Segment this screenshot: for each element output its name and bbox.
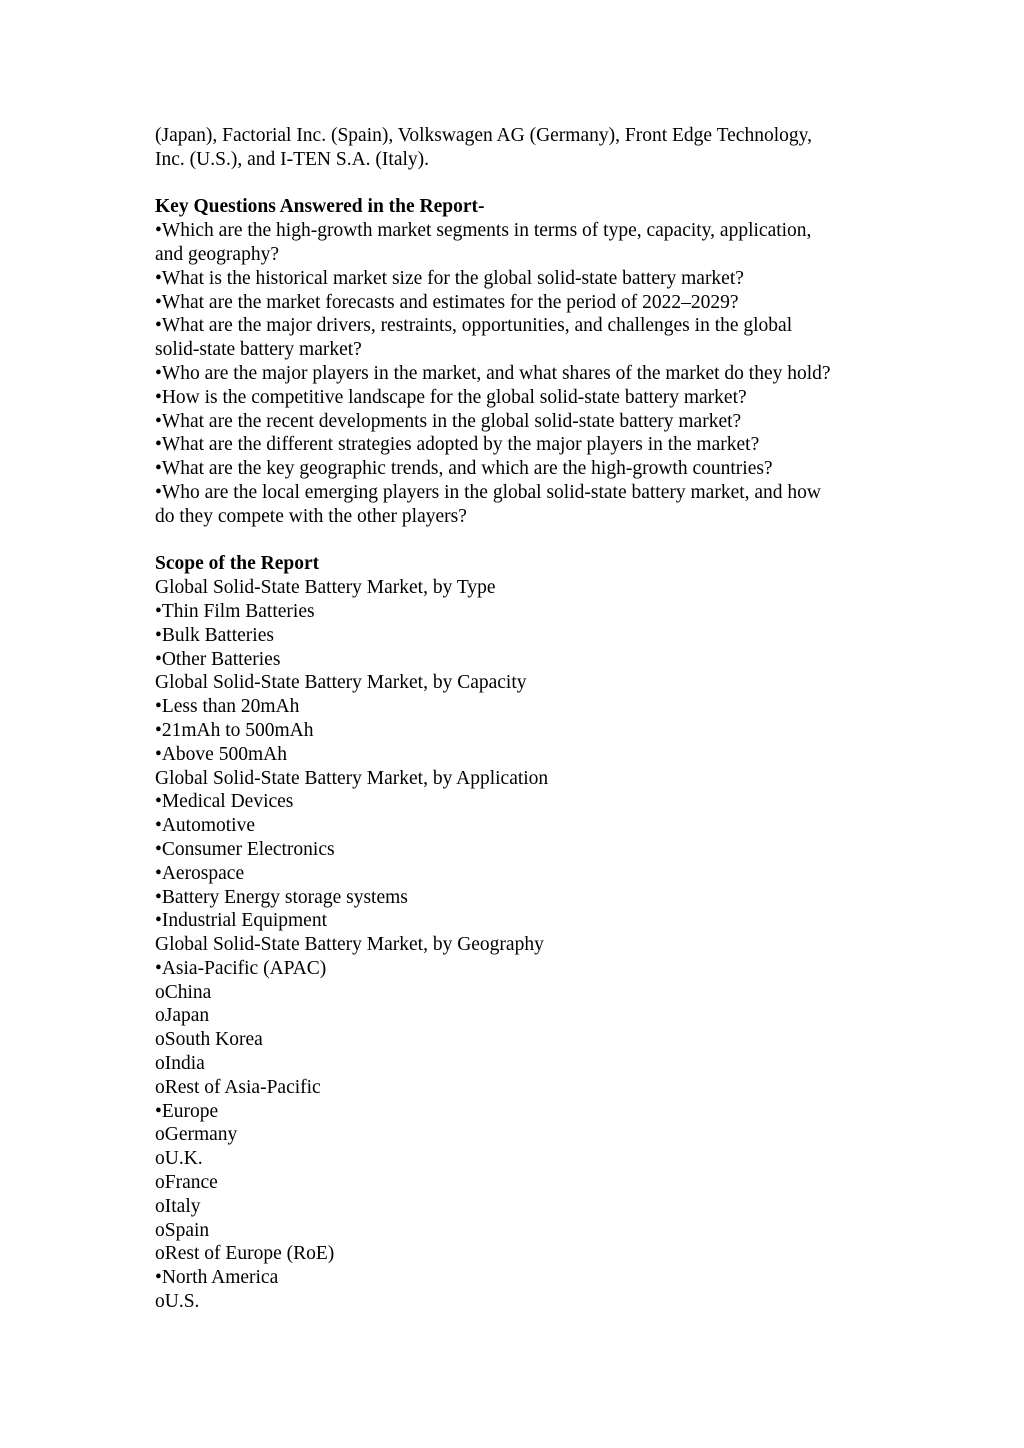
question-line: solid-state battery market? (155, 339, 362, 361)
scope-line: oJapan (155, 1005, 210, 1027)
scope-line: oU.K. (155, 1148, 203, 1170)
intro-line: (Japan), Factorial Inc. (Spain), Volkswagen AG (Germany), Front Edge Technology, (155, 125, 812, 146)
scope-line: •Industrial Equipment (155, 910, 328, 932)
question-line: •Which are the high-growth market segments in terms of type, capacity, application, (155, 220, 812, 242)
document-page (155, 124, 895, 1314)
scope-line: •Medical Devices (155, 791, 294, 813)
scope-line: •Aerospace (155, 862, 245, 884)
key-questions-section (155, 195, 895, 528)
scope-heading: Scope of the Report (155, 553, 320, 575)
scope-line: •Less than 20mAh (155, 696, 300, 718)
scope-line: Global Solid-State Battery Market, by Application (155, 767, 549, 789)
question-line: •What are the different strategies adopted by the major players in the market? (155, 434, 760, 456)
scope-line: •North America (155, 1267, 279, 1289)
scope-line: •Battery Energy storage systems (155, 886, 408, 908)
scope-line: oItaly (155, 1195, 201, 1217)
scope-line: •Europe (155, 1100, 219, 1122)
scope-line: oIndia (155, 1053, 205, 1075)
scope-line: oSpain (155, 1219, 210, 1241)
question-line: and geography? (155, 243, 279, 265)
question-line: •What is the historical market size for the global solid-state battery market? (155, 267, 744, 289)
scope-line: oRest of Europe (RoE) (155, 1243, 335, 1265)
scope-line: •Other Batteries (155, 648, 281, 670)
scope-line: •21mAh to 500mAh (155, 719, 314, 741)
intro-paragraph (155, 124, 895, 172)
scope-line: •Above 500mAh (155, 743, 287, 765)
scope-line: •Asia-Pacific (APAC) (155, 957, 327, 979)
scope-line: •Automotive (155, 815, 255, 837)
scope-line: •Thin Film Batteries (155, 600, 315, 622)
question-line: do they compete with the other players? (155, 505, 467, 527)
question-line: •What are the market forecasts and estimates for the period of 2022–2029? (155, 291, 739, 313)
scope-line: oRest of Asia-Pacific (155, 1076, 321, 1098)
intro-line: Inc. (U.S.), and I-TEN S.A. (Italy). (155, 148, 430, 170)
paragraph-spacer (155, 172, 895, 196)
question-line: •Who are the major players in the market, and what shares of the market do they hold? (155, 362, 831, 384)
question-line: •What are the major drivers, restraints, opportunities, and challenges in the global (155, 315, 793, 337)
scope-line: oFrance (155, 1172, 218, 1194)
scope-line: Global Solid-State Battery Market, by Geography (155, 934, 544, 956)
question-line: •What are the key geographic trends, and which are the high-growth countries? (155, 458, 773, 480)
scope-line: oGermany (155, 1124, 238, 1146)
scope-line: oChina (155, 981, 212, 1003)
scope-line: Global Solid-State Battery Market, by Capacity (155, 672, 527, 694)
scope-line: oSouth Korea (155, 1029, 263, 1051)
scope-line: oU.S. (155, 1291, 200, 1313)
scope-section (155, 552, 895, 1314)
paragraph-spacer (155, 529, 895, 553)
scope-line: •Consumer Electronics (155, 838, 335, 860)
question-line: •How is the competitive landscape for the global solid-state battery market? (155, 386, 747, 408)
scope-line: Global Solid-State Battery Market, by Type (155, 577, 496, 599)
key-questions-heading: Key Questions Answered in the Report- (155, 196, 485, 218)
scope-line: •Bulk Batteries (155, 624, 274, 646)
question-line: •What are the recent developments in the global solid-state battery market? (155, 410, 742, 432)
question-line: •Who are the local emerging players in the global solid-state battery market, and how (155, 481, 821, 503)
